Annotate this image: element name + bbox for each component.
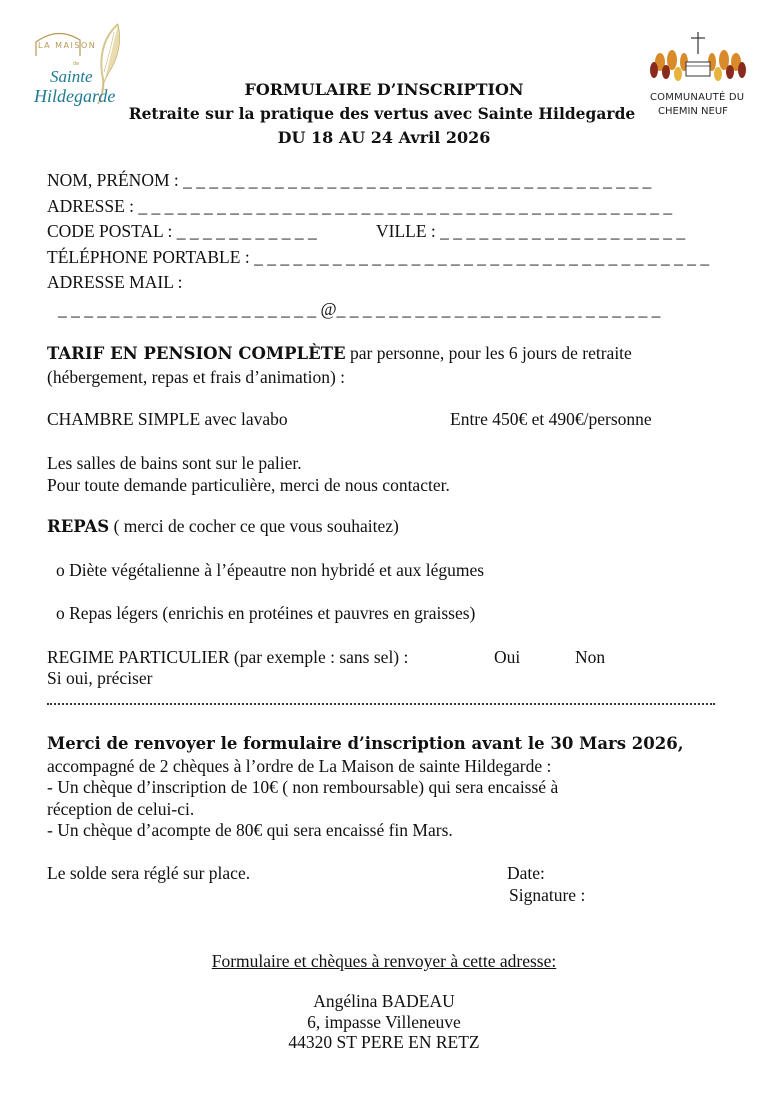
tarif-heading-rest: par personne, pour les 6 jours de retraite bbox=[345, 343, 632, 363]
room-type: CHAMBRE SIMPLE avec lavabo bbox=[47, 409, 288, 429]
envoi-line-3: réception de celui-ci. bbox=[47, 799, 195, 819]
adresse-heading: Formulaire et chèques à renvoyer à cette adresse: bbox=[211, 951, 557, 971]
envoi-line-2: - Un chèque d’inscription de 10€ ( non remboursable) qui sera encaissé à bbox=[47, 777, 559, 797]
tarif-note-1: Les salles de bains sont sur le palier. bbox=[47, 453, 302, 473]
ville-blank[interactable]: _ _ _ _ _ _ _ _ _ _ _ _ _ _ _ _ _ _ _ bbox=[440, 221, 686, 241]
field-adresse[interactable] bbox=[47, 196, 672, 217]
adresse-blank[interactable]: _ _ _ _ _ _ _ _ _ _ _ _ _ _ _ _ _ _ _ _ _ _ _ _ _ _ _ _ _ _ _ _ _ _ _ _ _ _ _ _ _ bbox=[138, 196, 673, 216]
retreat-dates: DU 18 AU 24 Avril 2026 bbox=[277, 128, 491, 147]
adresse-name: Angélina BADEAU bbox=[313, 991, 455, 1011]
tel-label: TÉLÉPHONE PORTABLE : bbox=[47, 247, 250, 267]
repas-option-diete[interactable]: o Diète végétalienne à l’épeautre non hybridé et aux légumes bbox=[56, 560, 485, 580]
tel-blank[interactable]: _ _ _ _ _ _ _ _ _ _ _ _ _ _ _ _ _ _ _ _ _ _ _ _ _ _ _ _ _ _ _ _ _ _ _ bbox=[254, 247, 710, 267]
adresse-label: ADRESSE : bbox=[47, 196, 135, 216]
date-label: Date: bbox=[507, 863, 545, 883]
field-telephone[interactable] bbox=[47, 247, 709, 268]
tarif-note-2: Pour toute demande particulière, merci de nous contacter. bbox=[47, 475, 450, 495]
repas-heading-rest: ( merci de cocher ce que vous souhaitez) bbox=[109, 516, 399, 536]
logo-text-chemin-neuf: CHEMIN NEUF bbox=[658, 106, 728, 117]
maison-sainte-hildegarde-logo bbox=[28, 22, 128, 117]
retreat-subtitle: Retraite sur la pratique des vertus avec Sainte Hildegarde bbox=[128, 104, 636, 123]
signature-label: Signature : bbox=[509, 885, 586, 905]
tarif-line-2: (hébergement, repas et frais d’animation) : bbox=[47, 367, 346, 387]
envoi-line-1: accompagné de 2 chèques à l’ordre de La Maison de sainte Hildegarde : bbox=[47, 756, 552, 776]
tarif-heading: TARIF EN PENSION COMPLÈTE bbox=[47, 344, 346, 363]
si-oui-preciser: Si oui, préciser bbox=[47, 668, 153, 688]
regime-non-option[interactable]: Non bbox=[575, 647, 606, 667]
ville-label: VILLE : bbox=[376, 221, 436, 241]
logo-text-sainte: Sainte bbox=[50, 67, 93, 86]
mail-blank[interactable]: _ _ _ _ _ _ _ _ _ _ _ _ _ _ _ _ _ _ _ _ @_ _ _ _ _ _ _ _ _ _ _ _ _ _ _ _ _ _ _ _ _ _ _ _ _ bbox=[58, 299, 661, 319]
mail-label: ADRESSE MAIL : bbox=[47, 272, 183, 292]
nom-label: NOM, PRÉNOM : bbox=[47, 170, 179, 190]
repas-line bbox=[47, 516, 399, 537]
logo-text-de: de bbox=[73, 61, 80, 67]
logo-text-communaute: COMMUNAUTÉ DU bbox=[650, 92, 745, 103]
regime-oui-option[interactable]: Oui bbox=[494, 647, 521, 667]
preciser-dotted-line[interactable] bbox=[47, 703, 715, 705]
room-price: Entre 450€ et 490€/personne bbox=[450, 409, 652, 429]
repas-heading: REPAS bbox=[47, 517, 110, 536]
cp-blank[interactable]: _ _ _ _ _ _ _ _ _ _ _ bbox=[176, 221, 317, 241]
field-code-postal[interactable] bbox=[47, 221, 317, 242]
envoi-line-4: - Un chèque d’acompte de 80€ qui sera encaissé fin Mars. bbox=[47, 820, 453, 840]
tarif-line bbox=[47, 343, 632, 364]
nom-blank[interactable]: _ _ _ _ _ _ _ _ _ _ _ _ _ _ _ _ _ _ _ _ _ _ _ _ _ _ _ _ _ _ _ _ _ _ _ _ bbox=[183, 170, 652, 190]
logo-text-hildegarde: Hildegarde bbox=[34, 86, 116, 106]
solde-note: Le solde sera réglé sur place. bbox=[47, 863, 251, 883]
logo-text-la-maison: LA MAISON bbox=[38, 41, 97, 50]
adresse-street: 6, impasse Villeneuve bbox=[307, 1012, 461, 1032]
field-nom-prenom[interactable] bbox=[47, 170, 651, 191]
adresse-city: 44320 ST PERE EN RETZ bbox=[288, 1032, 480, 1052]
regime-label: REGIME PARTICULIER (par exemple : sans sel) : bbox=[47, 647, 409, 667]
field-ville[interactable] bbox=[376, 221, 685, 242]
envoi-heading: Merci de renvoyer le formulaire d’inscription avant le 30 Mars 2026, bbox=[47, 734, 684, 753]
cp-label: CODE POSTAL : bbox=[47, 221, 173, 241]
repas-option-legers[interactable]: o Repas légers (enrichis en protéines et pauvres en graisses) bbox=[56, 603, 476, 623]
form-title: FORMULAIRE D’INSCRIPTION bbox=[244, 80, 524, 99]
